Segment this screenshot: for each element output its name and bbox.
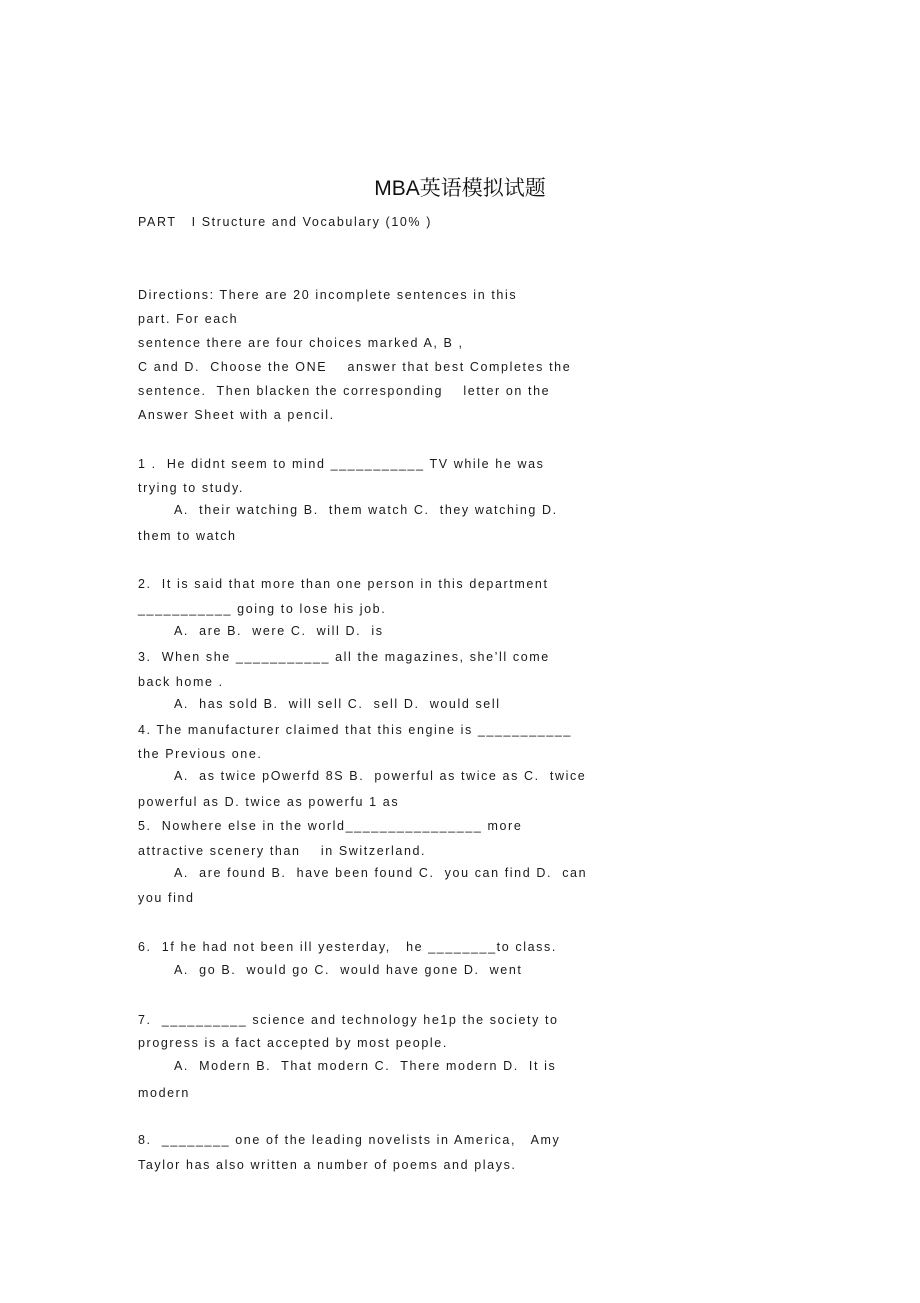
- question-stem: trying to study.: [138, 481, 244, 495]
- directions-line: Answer Sheet with a pencil.: [138, 408, 335, 422]
- question-options: A. has sold B. will sell C. sell D. would sell: [174, 697, 501, 711]
- question-stem: ___________ going to lose his job.: [138, 602, 387, 616]
- question-stem: 4. The manufacturer claimed that this engine is ___________: [138, 723, 572, 737]
- question-options: A. are B. were C. will D. is: [174, 624, 384, 638]
- question-options: them to watch: [138, 529, 237, 543]
- question-options: A. go B. would go C. would have gone D. went: [174, 963, 523, 977]
- page-title: MBA英语模拟试题: [374, 177, 546, 200]
- question-stem: 2. It is said that more than one person in this department: [138, 577, 549, 591]
- question-stem: 7. __________ science and technology he1p the society to: [138, 1013, 559, 1027]
- question-stem: 5. Nowhere else in the world________________ more: [138, 819, 523, 833]
- question-stem: progress is a fact accepted by most people.: [138, 1036, 448, 1050]
- directions-line: part. For each: [138, 312, 239, 326]
- question-stem: back home .: [138, 675, 224, 689]
- question-options: you find: [138, 891, 195, 905]
- question-options: A. are found B. have been found C. you can find D. can: [174, 866, 588, 880]
- question-stem: 1 . He didnt seem to mind ___________ TV while he was: [138, 457, 545, 471]
- question-options: powerful as D. twice as powerfu 1 as: [138, 795, 400, 809]
- question-options: A. Modern B. That modern C. There modern D. It is: [174, 1059, 557, 1073]
- question-stem: the Previous one.: [138, 747, 263, 761]
- directions-line: C and D. Choose the ONE answer that best Completes the: [138, 360, 572, 374]
- question-options: A. as twice pOwerfd 8S B. powerful as twice as C. twice: [174, 769, 587, 783]
- question-options: modern: [138, 1086, 190, 1100]
- directions-line: sentence. Then blacken the corresponding letter on the: [138, 384, 551, 398]
- question-options: A. their watching B. them watch C. they watching D.: [174, 503, 558, 517]
- directions-line: Directions: There are 20 incomplete sentences in this: [138, 288, 518, 302]
- question-stem: 3. When she ___________ all the magazines, she’ll come: [138, 650, 550, 664]
- question-stem: attractive scenery than in Switzerland.: [138, 844, 427, 858]
- question-stem: 8. ________ one of the leading novelists in America, Amy: [138, 1133, 561, 1147]
- part-heading: PART I Structure and Vocabulary (10% ): [138, 215, 432, 229]
- directions-line: sentence there are four choices marked A, B ,: [138, 336, 464, 350]
- question-stem: Taylor has also written a number of poems and plays.: [138, 1158, 517, 1172]
- question-stem: 6. 1f he had not been ill yesterday, he ________to class.: [138, 940, 557, 954]
